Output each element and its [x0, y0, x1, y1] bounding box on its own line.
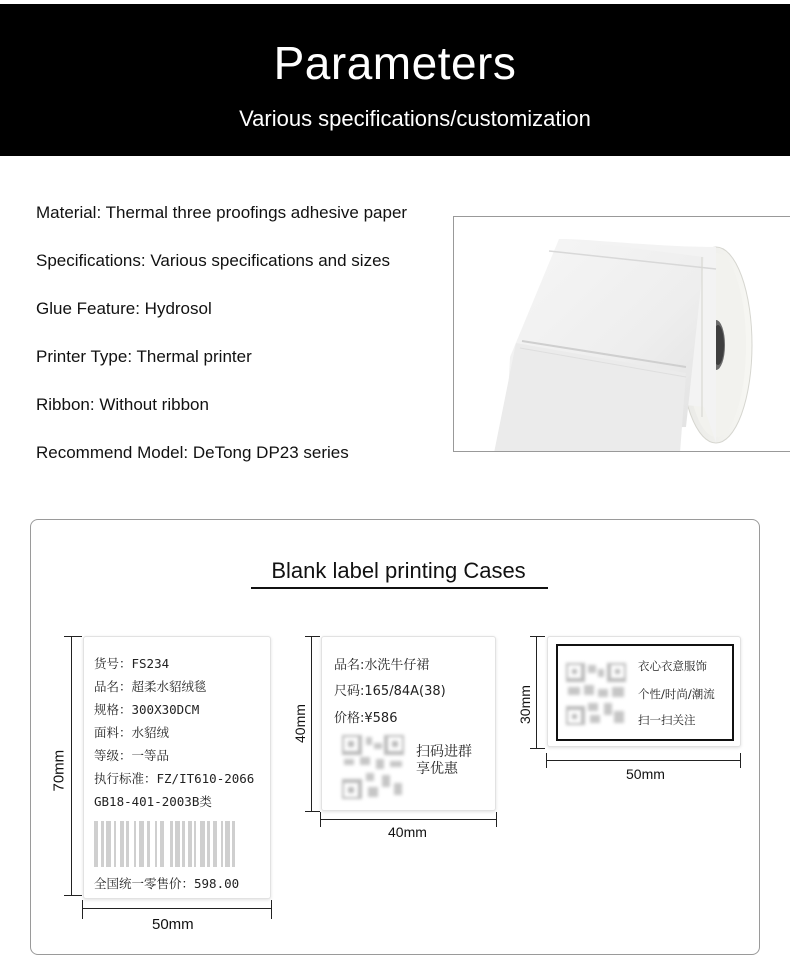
dimension-line-vertical: [536, 636, 537, 748]
qr-code-icon: [566, 663, 626, 725]
dimension-tick: [740, 753, 741, 768]
label-line: 衣心衣意服饰: [638, 659, 707, 673]
label-line: 尺码:165/84A(38): [334, 684, 446, 699]
label-card: [547, 636, 741, 747]
height-dimension-label: 30mm: [517, 685, 533, 724]
width-dimension-label: 40mm: [388, 824, 427, 840]
qr-caption: 扫码进群: [416, 744, 472, 760]
label-line: 货号：FS234: [94, 656, 170, 671]
dimension-tick: [530, 748, 545, 749]
label-line: 等级：一等品: [94, 748, 170, 763]
price-line: 全国统一零售价：598.00: [94, 876, 240, 891]
param-specifications: Specifications: Various specifications and sizes: [36, 251, 391, 270]
dimension-line-horizontal: [546, 760, 741, 761]
header-banner: [0, 4, 790, 156]
dimension-line-vertical: [311, 636, 312, 811]
label-roll-image: [454, 217, 790, 452]
page-title: Parameters: [273, 37, 517, 89]
label-line: 个性/时尚/潮流: [638, 687, 715, 701]
label-card: [83, 636, 271, 899]
label-line: 品名:水洗牛仔裙: [334, 658, 430, 673]
label-line: 扫一扫关注: [638, 713, 696, 727]
label-line: 品名：超柔水貂绒毯: [94, 679, 207, 694]
height-dimension-label: 40mm: [292, 704, 308, 743]
dimension-line-horizontal: [82, 908, 272, 909]
page-subtitle: Various specifications/customization: [239, 106, 591, 131]
dimension-line-vertical: [71, 636, 72, 895]
barcode-icon: [94, 821, 235, 867]
height-dimension-label: 70mm: [50, 749, 68, 792]
dimension-line-horizontal: [320, 819, 497, 820]
title-underline: [251, 587, 548, 589]
param-printer-type: Printer Type: Thermal printer: [36, 347, 252, 366]
width-dimension-label: 50mm: [152, 916, 194, 933]
label-card: [321, 636, 496, 811]
dimension-tick: [530, 636, 545, 637]
dimension-tick: [496, 812, 497, 827]
label-border: [556, 644, 734, 741]
param-material: Material: Thermal three proofings adhesive paper: [36, 203, 408, 222]
dimension-tick: [64, 895, 82, 896]
label-line: 价格:¥586: [334, 711, 398, 726]
width-dimension-label: 50mm: [626, 766, 665, 782]
param-recommend-model: Recommend Model: DeTong DP23 series: [36, 443, 349, 462]
product-image-frame: [453, 216, 790, 452]
dimension-tick: [320, 812, 321, 827]
label-line: 执行标准：FZ/IT610-2066: [94, 771, 255, 786]
dimension-tick: [82, 900, 83, 919]
label-line: 规格：300X30DCM: [94, 702, 200, 717]
qr-caption: 享优惠: [416, 761, 458, 777]
label-line: GB18-401-2003B类: [94, 794, 212, 809]
dimension-tick: [305, 811, 320, 812]
dimension-tick: [546, 753, 547, 768]
param-glue-feature: Glue Feature: Hydrosol: [36, 299, 212, 318]
qr-code-icon: [342, 735, 404, 799]
label-line: 面料：水貂绒: [94, 725, 170, 740]
dimension-tick: [64, 636, 82, 637]
dimension-tick: [271, 900, 272, 919]
param-ribbon: Ribbon: Without ribbon: [36, 395, 209, 414]
cases-title: Blank label printing Cases: [271, 558, 526, 583]
dimension-tick: [305, 636, 320, 637]
